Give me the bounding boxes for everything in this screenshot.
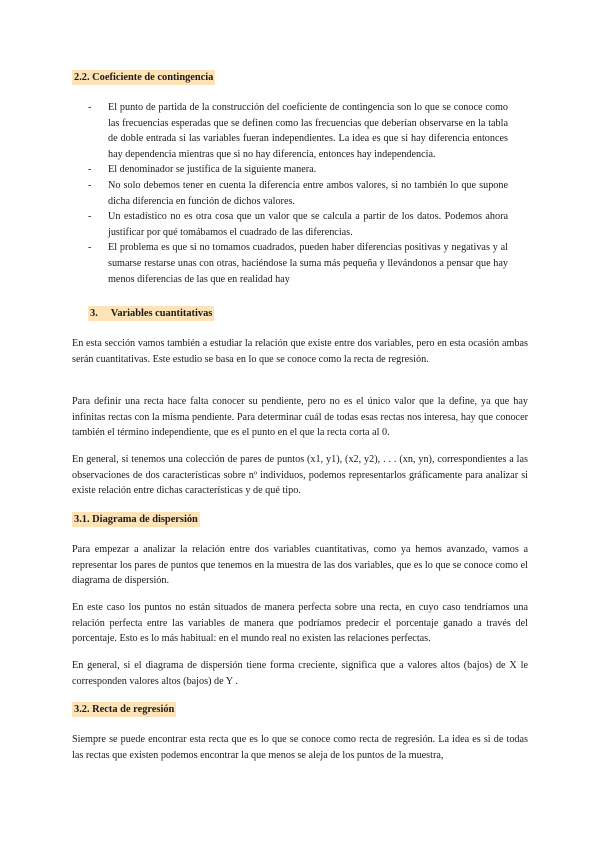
heading-2-2: 2.2. Coeficiente de contingencia (74, 72, 214, 83)
paragraph: En este caso los puntos no están situados de manera perfecta sobre una recta, en cuyo caso tendríamos una relación perfecta entre las variables de manera que podríamos predecir el porcentaje ganado a través del porcentaje. Esto es lo más habitual: en el mundo real no existen las relaciones perfectas. (72, 602, 528, 645)
paragraph: En general, si tenemos una colección de pares de puntos (x1, y1), (x2, y2), . . . (xn, yn), correspondientes a las observaciones de dos características sobre nº individuos, podemos representarlos gráficamente para analizar si existe relación entre dichas características y de qué tipo. (72, 454, 528, 497)
heading-3-2: 3.2. Recta de regresión (74, 704, 175, 715)
list-item: - El problema es que si no tomamos cuadrados, pueden haber diferencias positivas y negativas y al sumarse restarse unas con otras, haciéndose la suma más pequeña y llevándonos a pensar que hay menos diferencias de las que en realidad hay (88, 240, 508, 287)
list-item: - El punto de partida de la construcción del coeficiente de contingencia son lo que se conoce como las frecuencias esperadas que se definen como las frecuencias que deberían observarse en la tabla de doble entrada si las variables fueran independientes. La idea es que si hay diferencia entonces hay dependencia mientras que si no hay diferencia, entonces hay independencia. (88, 100, 508, 162)
paragraph: Para definir una recta hace falta conocer su pendiente, pero no es el único valor que la define, ya que hay infinitas rectas con la misma pendiente. Para determinar cuál de todas esas rectas nos interesa, hay que conocer también el término independiente, que es el punto en el que la recta corta al 0. (72, 396, 528, 439)
paragraph: Siempre se puede encontrar esta recta que es lo que se conoce como recta de regresión. La idea es si de todas las rectas que existen podemos encontrar la que menos se aleja de los puntos de la muestra, (72, 734, 528, 761)
list-item: - No solo debemos tener en cuenta la diferencia entre ambos valores, si no también lo que supone dicha diferencia en función de dichos valores. (88, 178, 508, 209)
list-item: - El denominador se justifica de la siguiente manera. (88, 162, 508, 178)
paragraph: En esta sección vamos también a estudiar la relación que existe entre dos variables, pero en esta ocasión ambas serán cuantitativas. Este estudio se basa en lo que se conoce como la recta de regresión. (72, 338, 528, 365)
heading-3-1: 3.1. Diagrama de dispersión (74, 514, 198, 525)
paragraph: Para empezar a analizar la relación entre dos variables cuantitativas, como ya hemos avanzado, vamos a representar los pares de puntos que tenemos en la muestra de las dos variables, que es lo que se conoce como el diagrama de dispersión. (72, 544, 528, 587)
heading-3-title: Variables cuantitativas (110, 308, 213, 319)
list-item: - Un estadístico no es otra cosa que un valor que se calcula a partir de los datos. Podemos ahora justificar por qué tomábamos el cuadrado de las diferencias. (88, 209, 508, 240)
contingency-bullet-list (88, 100, 508, 287)
paragraph: En general, si el diagrama de dispersión tiene forma creciente, significa que a valores altos (bajos) de X le corresponden valores altos (bajos) de Y . (72, 660, 528, 687)
heading-3 (88, 306, 214, 321)
heading-3-number: 3. (90, 308, 98, 319)
